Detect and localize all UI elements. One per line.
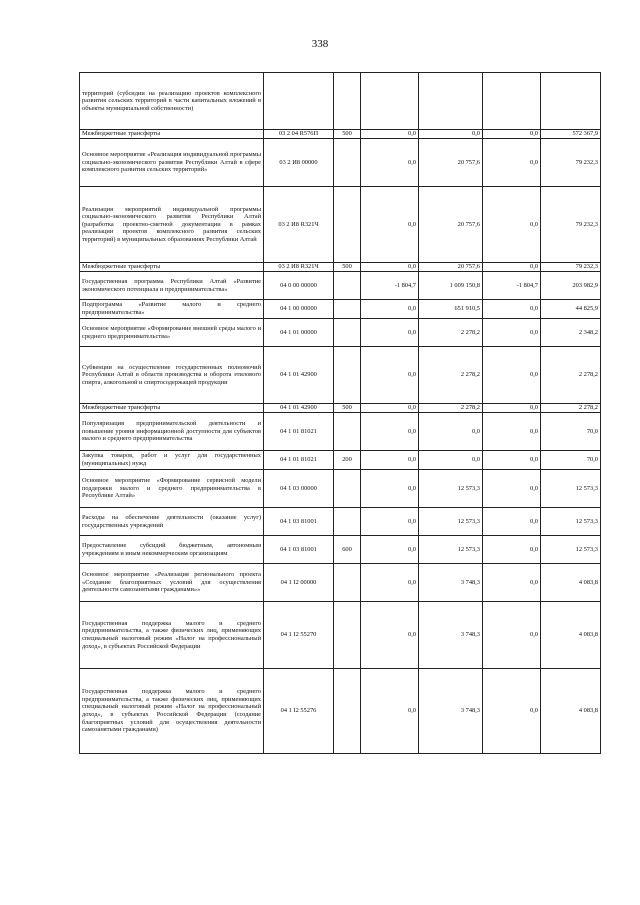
table-row — [80, 319, 601, 347]
cell-c3: 0,0 — [483, 602, 541, 669]
cell-c3: 0,0 — [483, 536, 541, 564]
table-row — [80, 404, 601, 413]
table-row — [80, 300, 601, 319]
cell-c4: 572 367,9 — [541, 130, 601, 139]
cell-c1: 0,0 — [361, 413, 419, 451]
table-row — [80, 187, 601, 263]
cell-code: 04 1 01 81021 — [264, 451, 334, 470]
table-row — [80, 470, 601, 508]
cell-name: Межбюджетные трансферты — [80, 263, 264, 272]
cell-vr — [334, 347, 361, 404]
cell-c3: -1 804,7 — [483, 272, 541, 300]
cell-name: Субвенции на осуществление государственных полномочий Республики Алтай в области производства и оборота этилового спирта, алкогольной и спиртосодержащей продукции — [80, 347, 264, 404]
cell-code: 04 1 01 42900 — [264, 347, 334, 404]
cell-code: 04 1 03 81001 — [264, 508, 334, 536]
cell-vr — [334, 319, 361, 347]
cell-name: Государственная поддержка малого и среднего предпринимательства, а также физических лиц, применяющих специальный налоговый режим «Налог на профессиональный доход», в субъектах Российской Федерации (создание благоприятных условий для осуществления деятельности самозанятыми гражданами) — [80, 669, 264, 754]
table-row — [80, 564, 601, 602]
cell-name: Реализация мероприятий индивидуальной программы социально-экономического развития Республики Алтай (разработка проектно-сметной документации в рамках реализации проектов комплексного развития сельских территорий) в муниципальных образованиях Республики Алтай — [80, 187, 264, 263]
cell-vr — [334, 564, 361, 602]
table-row — [80, 508, 601, 536]
cell-c1: -1 804,7 — [361, 272, 419, 300]
cell-name: территорий (субсидии на реализацию проектов комплексного развития сельских территорий в части капитальных вложений в объекты муниципальной собственности) — [80, 73, 264, 130]
cell-code: 04 1 03 81001 — [264, 536, 334, 564]
cell-c1: 0,0 — [361, 300, 419, 319]
cell-c4: 12 573,3 — [541, 470, 601, 508]
cell-vr — [334, 669, 361, 754]
cell-c1: 0,0 — [361, 130, 419, 139]
cell-c1: 0,0 — [361, 187, 419, 263]
table-row — [80, 263, 601, 272]
cell-c3: 0,0 — [483, 319, 541, 347]
cell-c3: 0,0 — [483, 347, 541, 404]
cell-c2: 0,0 — [419, 130, 483, 139]
cell-c2: 0,0 — [419, 451, 483, 470]
cell-vr — [334, 187, 361, 263]
cell-c1: 0,0 — [361, 470, 419, 508]
cell-name: Популяризация предпринимательской деятельности и повышение уровня информационной доступности для субъектов малого и среднего предпринимательства — [80, 413, 264, 451]
table-row — [80, 536, 601, 564]
cell-c3 — [483, 73, 541, 130]
cell-c4: 79 232,3 — [541, 263, 601, 272]
cell-name: Основное мероприятие «Реализация регионального проекта «Создание благоприятных условий для осуществления деятельности самозанятыми гражданами»» — [80, 564, 264, 602]
cell-code: 04 1 I2 00000 — [264, 564, 334, 602]
cell-c2: 1 009 150,8 — [419, 272, 483, 300]
table-row — [80, 347, 601, 404]
table-row — [80, 272, 601, 300]
cell-name: Государственная поддержка малого и среднего предпринимательства, а также физических лиц, применяющих специальный налоговый режим «Налог на профессиональный доход», в субъектах Российской Федерации — [80, 602, 264, 669]
cell-code: 04 1 01 42900 — [264, 404, 334, 413]
cell-vr — [334, 139, 361, 187]
budget-table — [79, 72, 601, 754]
cell-code — [264, 73, 334, 130]
cell-c1: 0,0 — [361, 451, 419, 470]
cell-c3: 0,0 — [483, 300, 541, 319]
cell-c2: 12 573,3 — [419, 470, 483, 508]
cell-name: Межбюджетные трансферты — [80, 404, 264, 413]
cell-c2: 651 910,5 — [419, 300, 483, 319]
cell-code: 04 1 I2 55276 — [264, 669, 334, 754]
cell-c1: 0,0 — [361, 263, 419, 272]
cell-name: Предоставление субсидий бюджетным, автономным учреждениям и иным некоммерческим организациям — [80, 536, 264, 564]
cell-vr — [334, 602, 361, 669]
cell-c2: 12 573,3 — [419, 508, 483, 536]
cell-code: 03 2 И8 R321Ч — [264, 263, 334, 272]
page-number: 338 — [311, 38, 329, 50]
cell-c3: 0,0 — [483, 508, 541, 536]
cell-c2: 2 278,2 — [419, 319, 483, 347]
cell-vr: 500 — [334, 263, 361, 272]
cell-c1: 0,0 — [361, 319, 419, 347]
table-row — [80, 139, 601, 187]
cell-c4: 2 278,2 — [541, 347, 601, 404]
cell-c2: 2 278,2 — [419, 404, 483, 413]
cell-code: 03 2 И8 00000 — [264, 139, 334, 187]
cell-c4: 4 083,8 — [541, 602, 601, 669]
cell-c3: 0,0 — [483, 470, 541, 508]
cell-c3: 0,0 — [483, 413, 541, 451]
cell-vr — [334, 470, 361, 508]
cell-c3: 0,0 — [483, 564, 541, 602]
cell-code: 04 1 01 81021 — [264, 413, 334, 451]
cell-c4: 203 982,9 — [541, 272, 601, 300]
cell-c3: 0,0 — [483, 139, 541, 187]
cell-name: Закупка товаров, работ и услуг для государственных (муниципальных) нужд — [80, 451, 264, 470]
cell-c4: 12 573,3 — [541, 536, 601, 564]
cell-c4: 2 348,2 — [541, 319, 601, 347]
cell-c1: 0,0 — [361, 508, 419, 536]
cell-vr — [334, 272, 361, 300]
cell-vr: 500 — [334, 130, 361, 139]
cell-c2: 3 748,3 — [419, 564, 483, 602]
cell-c1: 0,0 — [361, 602, 419, 669]
cell-vr: 600 — [334, 536, 361, 564]
cell-name: Основное мероприятие «Реализация индивидуальной программы социально-экономического развития Республики Алтай в сфере комплексного развития сельских территорий» — [80, 139, 264, 187]
cell-vr — [334, 413, 361, 451]
cell-c2: 0,0 — [419, 413, 483, 451]
cell-c2: 20 757,6 — [419, 187, 483, 263]
table-row — [80, 413, 601, 451]
cell-c4: 70,0 — [541, 451, 601, 470]
cell-code: 03 2 И8 R321Ч — [264, 187, 334, 263]
table-row — [80, 130, 601, 139]
cell-code: 04 0 00 00000 — [264, 272, 334, 300]
cell-name: Межбюджетные трансферты — [80, 130, 264, 139]
cell-code: 04 1 00 00000 — [264, 300, 334, 319]
cell-c2 — [419, 73, 483, 130]
cell-c1 — [361, 73, 419, 130]
cell-c3: 0,0 — [483, 187, 541, 263]
cell-c1: 0,0 — [361, 536, 419, 564]
cell-c3: 0,0 — [483, 669, 541, 754]
table-row — [80, 602, 601, 669]
cell-c2: 12 573,3 — [419, 536, 483, 564]
cell-c4: 79 232,3 — [541, 139, 601, 187]
cell-c2: 3 748,3 — [419, 669, 483, 754]
table-row — [80, 669, 601, 754]
table-row — [80, 73, 601, 130]
cell-vr — [334, 508, 361, 536]
cell-c4: 4 083,8 — [541, 564, 601, 602]
table-body — [80, 73, 601, 754]
cell-c1: 0,0 — [361, 139, 419, 187]
cell-name: Основное мероприятие «Формирование внешней среды малого и среднего предпринимательства» — [80, 319, 264, 347]
cell-c1: 0,0 — [361, 404, 419, 413]
cell-code: 04 1 01 00000 — [264, 319, 334, 347]
cell-name: Государственная программа Республики Алтай «Развитие экономического потенциала и предпринимательства» — [80, 272, 264, 300]
cell-name: Основное мероприятие «Формирование сервисной модели поддержки малого и среднего предпринимательства в Республике Алтай» — [80, 470, 264, 508]
cell-c3: 0,0 — [483, 263, 541, 272]
cell-vr — [334, 73, 361, 130]
cell-code: 04 1 I2 55270 — [264, 602, 334, 669]
cell-c4: 4 083,8 — [541, 669, 601, 754]
cell-c1: 0,0 — [361, 669, 419, 754]
cell-code: 03 2 04 R576П — [264, 130, 334, 139]
cell-vr: 500 — [334, 404, 361, 413]
cell-name: Расходы на обеспечение деятельности (оказание услуг) государственных учреждений — [80, 508, 264, 536]
cell-name: Подпрограмма «Развитие малого и среднего предпринимательства» — [80, 300, 264, 319]
cell-c2: 20 757,6 — [419, 139, 483, 187]
cell-c3: 0,0 — [483, 451, 541, 470]
cell-c4: 44 825,9 — [541, 300, 601, 319]
cell-c3: 0,0 — [483, 404, 541, 413]
cell-vr — [334, 300, 361, 319]
cell-c4: 79 232,3 — [541, 187, 601, 263]
table-row — [80, 451, 601, 470]
cell-c3: 0,0 — [483, 130, 541, 139]
cell-c2: 2 278,2 — [419, 347, 483, 404]
cell-c2: 20 757,6 — [419, 263, 483, 272]
cell-c4 — [541, 73, 601, 130]
cell-c4: 12 573,3 — [541, 508, 601, 536]
cell-c2: 3 748,3 — [419, 602, 483, 669]
cell-code: 04 1 03 00000 — [264, 470, 334, 508]
cell-c4: 2 278,2 — [541, 404, 601, 413]
cell-vr: 200 — [334, 451, 361, 470]
cell-c1: 0,0 — [361, 347, 419, 404]
cell-c4: 70,0 — [541, 413, 601, 451]
cell-c1: 0,0 — [361, 564, 419, 602]
